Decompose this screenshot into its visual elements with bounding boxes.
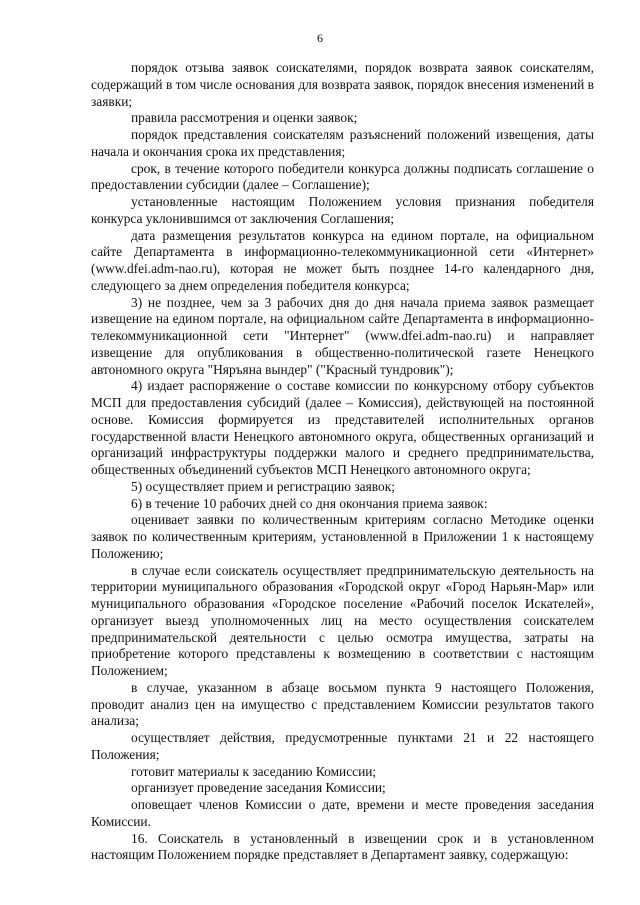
paragraph: порядок отзыва заявок соискателями, порядок возврата заявок соискателям, содержащий в том числе основания для возврата заявок, порядок внесения изменений в заявки; — [91, 60, 594, 109]
paragraph: в случае, указанном в абзаце восьмом пункта 9 настоящего Положения, проводит анализ цен на имущество с представлением Комиссии результатов такого анализа; — [91, 679, 594, 729]
paragraph: 6) в течение 10 рабочих дней со дня окончания приема заявок: — [131, 495, 488, 511]
paragraph: организует проведение заседания Комиссии; — [131, 780, 386, 796]
paragraph: установленные настоящим Положением условия признания победителя конкурса уклонившимся от заключения Соглашения; — [91, 194, 594, 226]
body-text — [91, 60, 594, 864]
paragraph: оценивает заявки по количественным критериям согласно Методике оценки заявок по количественным критериям, установленной в Приложении 1 к настоящему Положению; — [91, 512, 594, 561]
paragraph: 5) осуществляет прием и регистрацию заявок; — [131, 478, 395, 494]
paragraph: порядок представления соискателям разъяснений положений извещения, даты начала и окончания срока их представления; — [91, 127, 594, 159]
paragraph: 3) не позднее, чем за 3 рабочих дня до дня начала приема заявок размещает извещение на едином портале, на официальном сайте Департамента в информационно-телекоммуникационной сети "Интернет" (www.dfei.adm-nao.ru) и направляет извещение для опубликования в общественно-политической газете Ненецкого автономного округа "Няръяна вындер" ("Красный тундровик"); — [91, 294, 594, 377]
paragraph: оповещает членов Комиссии о дате, времени и месте проведения заседания Комиссии. — [91, 797, 594, 829]
paragraph: 16. Соискатель в установленный в извещении срок и в установленном настоящим Положением порядке представляет в Департамент заявку, содержащую: — [91, 830, 594, 863]
paragraph: правила рассмотрения и оценки заявок; — [131, 110, 358, 126]
paragraph: 4) издает распоряжение о составе комиссии по конкурсному отбору субъектов МСП для предоставления субсидий (далее – Комиссия), действующей на постоянной основе. Комиссия формируется из представителей исполнительных органов государственной власти Ненецкого автономного округа, общественных организаций и организаций инфраструктуры поддержки малого и среднего предпринимательства, общественных объединений субъектов МСП Ненецкого автономного округа; — [91, 378, 594, 477]
page-number: 6 — [317, 31, 323, 45]
paragraph: готовит материалы к заседанию Комиссии; — [131, 763, 377, 779]
paragraph: в случае если соискатель осуществляет предпринимательскую деятельность на территории муниципального образования «Городской округ «Город Нарьян-Мар» или муниципального образования «Городское поселение «Рабочий поселок Искателей», организует выезд уполномоченных лиц на место осуществления соискателем предпринимательской деятельности с целью осмотра имущества, затраты на приобретение которого представлены к возмещению в соответствии с настоящим Положением; — [91, 562, 594, 678]
paragraph: дата размещения результатов конкурса на едином портале, на официальном сайте Департамента в информационно-телекоммуникационной сети «Интернет» (www.dfei.adm-nao.ru), которая не может быть позднее 14-го календарного дня, следующего за днем определения победителя конкурса; — [91, 227, 594, 293]
paragraph: осуществляет действия, предусмотренные пунктами 21 и 22 настоящего Положения; — [91, 730, 594, 762]
paragraph: срок, в течение которого победители конкурса должны подписать соглашение о предоставлении субсидии (далее – Соглашение); — [91, 160, 594, 193]
